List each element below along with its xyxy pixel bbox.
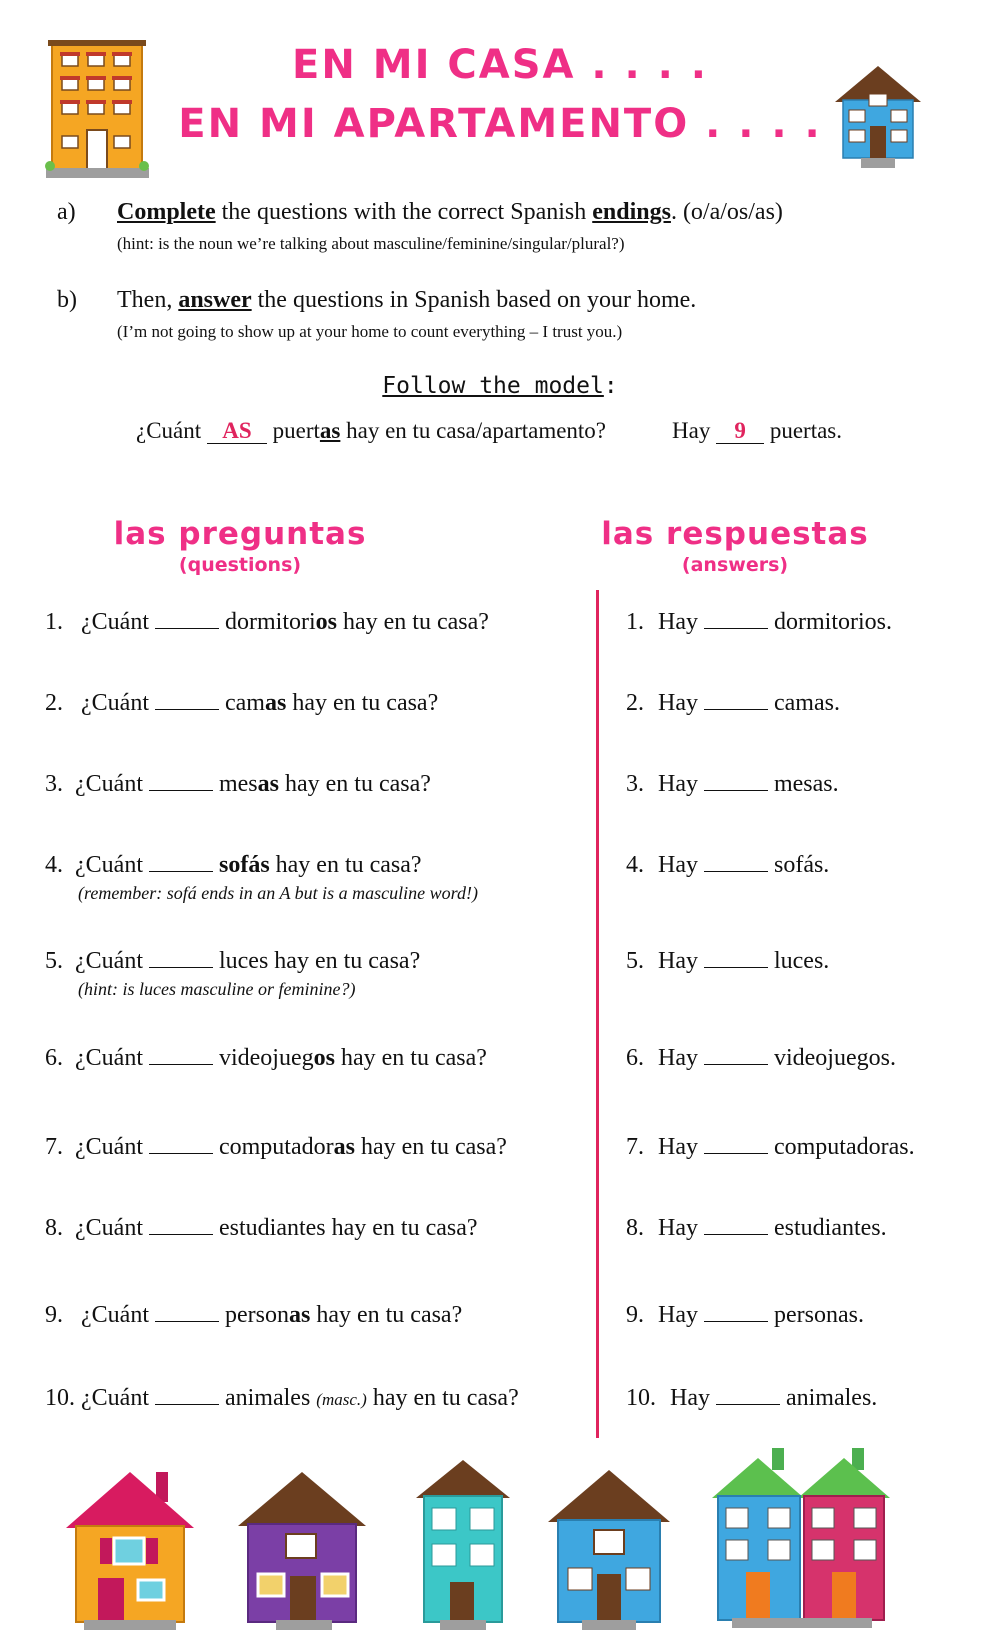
answer-post: computadoras.: [773, 1134, 915, 1160]
question-number: 8.: [45, 1215, 63, 1241]
instruction-b-keyword-answer: answer: [178, 287, 252, 313]
question-noun-stem: computador: [218, 1134, 334, 1160]
answer-blank[interactable]: [704, 1135, 768, 1154]
question-noun-stem: person: [224, 1302, 289, 1328]
question-blank[interactable]: [155, 1386, 219, 1405]
answer-7: [626, 1134, 915, 1161]
question-noun-stem: mes: [218, 771, 258, 797]
question-number: 10.: [45, 1385, 75, 1411]
instruction-b: [57, 287, 696, 314]
title-line-2: EN MI APARTAMENTO . . . .: [178, 101, 822, 147]
answer-post: luces.: [773, 948, 830, 974]
answer-pre: Hay: [658, 690, 698, 716]
question-number: 6.: [45, 1045, 63, 1071]
answer-pre: Hay: [658, 609, 698, 635]
answer-post: animales.: [785, 1385, 878, 1411]
question-number: 7.: [45, 1134, 63, 1160]
answer-post: sofás.: [773, 852, 830, 878]
answer-blank[interactable]: [704, 772, 768, 791]
answer-pre: Hay: [658, 1134, 698, 1160]
answer-pre: Hay: [658, 1302, 698, 1328]
question-noun-stem: luces: [218, 948, 269, 974]
answer-number: 7.: [626, 1134, 644, 1160]
question-noun-ending: os: [313, 1045, 335, 1071]
questions-header-title: las preguntas: [113, 516, 367, 552]
question-noun-ending: as: [257, 771, 279, 797]
question-blank[interactable]: [155, 1303, 219, 1322]
question-noun-stem: estudiantes: [218, 1215, 326, 1241]
answer-blank[interactable]: [704, 853, 768, 872]
question-blank[interactable]: [155, 610, 219, 629]
question-noun-ending: os: [315, 609, 337, 635]
question-blank[interactable]: [149, 1216, 213, 1235]
answers-header-sub: (answers): [681, 554, 789, 576]
answer-blank[interactable]: [704, 1046, 768, 1065]
question-5: [45, 948, 420, 975]
teal-tall-house-icon: [414, 1458, 512, 1634]
question-6: [45, 1045, 487, 1072]
question-post: hay en tu casa?: [366, 1385, 519, 1411]
question-post: hay en tu casa?: [336, 609, 489, 635]
question-9: [45, 1302, 462, 1329]
model-answer-pre: Hay: [672, 418, 717, 443]
row-houses-icon: [712, 1444, 890, 1634]
question-masc-note: (masc.): [316, 1390, 367, 1409]
answer-number: 3.: [626, 771, 644, 797]
question-pre: ¿Cuánt: [75, 1134, 143, 1160]
question-number: 9.: [45, 1302, 63, 1328]
instruction-b-label: b): [57, 287, 77, 313]
question-post: hay en tu casa?: [269, 852, 422, 878]
answer-post: personas.: [773, 1302, 864, 1328]
blue-house-icon: [546, 1466, 672, 1634]
orange-house-icon: [64, 1466, 196, 1634]
instruction-b-text1: Then,: [117, 287, 179, 313]
answer-pre: Hay: [658, 1045, 698, 1071]
answer-blank[interactable]: [704, 949, 768, 968]
answer-post: videojuegos.: [773, 1045, 896, 1071]
question-post: hay en tu casa?: [286, 690, 439, 716]
answer-6: [626, 1045, 896, 1072]
instruction-b-hint: (I’m not going to show up at your home to count everything – I trust you.): [117, 322, 623, 341]
answer-blank[interactable]: [704, 610, 768, 629]
question-8: [45, 1215, 478, 1242]
column-divider: [596, 590, 599, 1438]
answer-pre: Hay: [670, 1385, 710, 1411]
apartment-building-icon: [40, 40, 155, 180]
answer-pre: Hay: [658, 771, 698, 797]
answer-number: 6.: [626, 1045, 644, 1071]
question-post: hay en tu casa?: [325, 1215, 478, 1241]
question-2: [45, 690, 438, 717]
question-post: hay en tu casa?: [310, 1302, 463, 1328]
answer-pre: Hay: [658, 948, 698, 974]
instruction-a-text1: the questions with the correct Spanish: [215, 199, 593, 225]
model-question-post: hay en tu casa/apartamento?: [340, 418, 607, 443]
model-answer-post: puertas.: [764, 418, 842, 443]
answer-9: [626, 1302, 864, 1329]
question-noun-stem: cam: [224, 690, 265, 716]
question-number: 5.: [45, 948, 63, 974]
question-blank[interactable]: [155, 691, 219, 710]
answer-post: dormitorios.: [773, 609, 892, 635]
questions-header-sub: (questions): [178, 554, 302, 576]
answer-8: [626, 1215, 887, 1242]
question-5-note: (hint: is luces masculine or feminine?): [78, 979, 356, 999]
answer-number: 9.: [626, 1302, 644, 1328]
question-pre: ¿Cuánt: [75, 1045, 143, 1071]
instruction-a-keyword-endings: endings: [592, 199, 671, 225]
question-10: [45, 1385, 519, 1412]
question-4: [45, 852, 422, 879]
answers-header-title: las respuestas: [601, 516, 869, 552]
purple-house-icon: [236, 1468, 368, 1634]
answer-blank[interactable]: [716, 1386, 780, 1405]
question-post: hay en tu casa?: [354, 1134, 507, 1160]
question-blank[interactable]: [149, 1046, 213, 1065]
answer-post: mesas.: [773, 771, 839, 797]
model-answer: [672, 418, 842, 444]
instruction-a-label: a): [57, 199, 76, 225]
instruction-b-text2: the questions in Spanish based on your home.: [251, 287, 697, 313]
model-question-noun-ending: as: [319, 418, 341, 443]
question-number: 2.: [45, 690, 63, 716]
question-pre: ¿Cuánt: [75, 852, 143, 878]
model-heading: [0, 373, 1000, 399]
answer-number: 1.: [626, 609, 644, 635]
answer-number: 8.: [626, 1215, 644, 1241]
model-question-noun-stem: puert: [266, 418, 320, 443]
question-1: [45, 609, 489, 636]
question-noun-ending: as: [288, 1302, 311, 1328]
question-number: 1.: [45, 609, 63, 635]
title-line-1: EN MI CASA . . . .: [292, 42, 708, 88]
question-noun-ending: as: [333, 1134, 355, 1160]
instruction-a-keyword-complete: Complete: [117, 199, 216, 225]
instruction-a-hint: (hint: is the noun we’re talking about masculine/feminine/singular/plural?): [117, 234, 625, 253]
question-4-note: (remember: sofá ends in an A but is a masculine word!): [78, 883, 478, 903]
question-pre: ¿Cuánt: [75, 771, 143, 797]
question-number: 3.: [45, 771, 63, 797]
question-post: hay en tu casa?: [279, 771, 431, 797]
question-7: [45, 1134, 507, 1161]
answers-header: [575, 516, 895, 576]
model-question: [136, 418, 606, 444]
answer-pre: Hay: [658, 1215, 698, 1241]
answer-pre: Hay: [658, 852, 698, 878]
instruction-a-text2: . (o/a/os/as): [670, 199, 783, 225]
answer-4: [626, 852, 829, 879]
questions-header: [80, 516, 400, 576]
model-heading-text: Follow the model: [382, 373, 604, 399]
answer-10: [626, 1385, 877, 1412]
question-pre: ¿Cuánt: [75, 948, 143, 974]
question-blank[interactable]: [149, 949, 213, 968]
answer-1: [626, 609, 892, 636]
answer-post: estudiantes.: [773, 1215, 887, 1241]
answer-5: [626, 948, 829, 975]
model-question-fill: AS: [207, 419, 267, 444]
answer-post: camas.: [773, 690, 840, 716]
answer-number: 5.: [626, 948, 644, 974]
question-noun-stem: dormitori: [224, 609, 316, 635]
model-question-pre: ¿Cuánt: [136, 418, 207, 443]
model-answer-fill: 9: [716, 419, 764, 444]
answer-number: 4.: [626, 852, 644, 878]
question-number: 4.: [45, 852, 63, 878]
question-noun-ending: as: [264, 690, 287, 716]
question-post: hay en tu casa?: [268, 948, 421, 974]
question-pre: ¿Cuánt: [81, 1302, 149, 1328]
answer-2: [626, 690, 840, 717]
question-pre: ¿Cuánt: [81, 1385, 149, 1411]
answer-blank[interactable]: [704, 1303, 768, 1322]
question-noun-stem: videojueg: [218, 1045, 314, 1071]
instruction-a: [57, 199, 783, 226]
question-blank[interactable]: [149, 772, 213, 791]
question-blank[interactable]: [149, 853, 213, 872]
answer-number: 10.: [626, 1385, 656, 1411]
question-noun-stem: animales: [224, 1385, 311, 1411]
answer-3: [626, 771, 839, 798]
question-pre: ¿Cuánt: [81, 609, 149, 635]
answer-number: 2.: [626, 690, 644, 716]
question-pre: ¿Cuánt: [81, 690, 149, 716]
answer-blank[interactable]: [704, 691, 768, 710]
question-pre: ¿Cuánt: [75, 1215, 143, 1241]
question-3: [45, 771, 431, 798]
model-heading-colon: :: [603, 373, 618, 399]
blue-house-icon: [833, 64, 923, 170]
answer-blank[interactable]: [704, 1216, 768, 1235]
question-post: hay en tu casa?: [334, 1045, 487, 1071]
question-noun-ending: sofás: [218, 852, 270, 878]
question-blank[interactable]: [149, 1135, 213, 1154]
